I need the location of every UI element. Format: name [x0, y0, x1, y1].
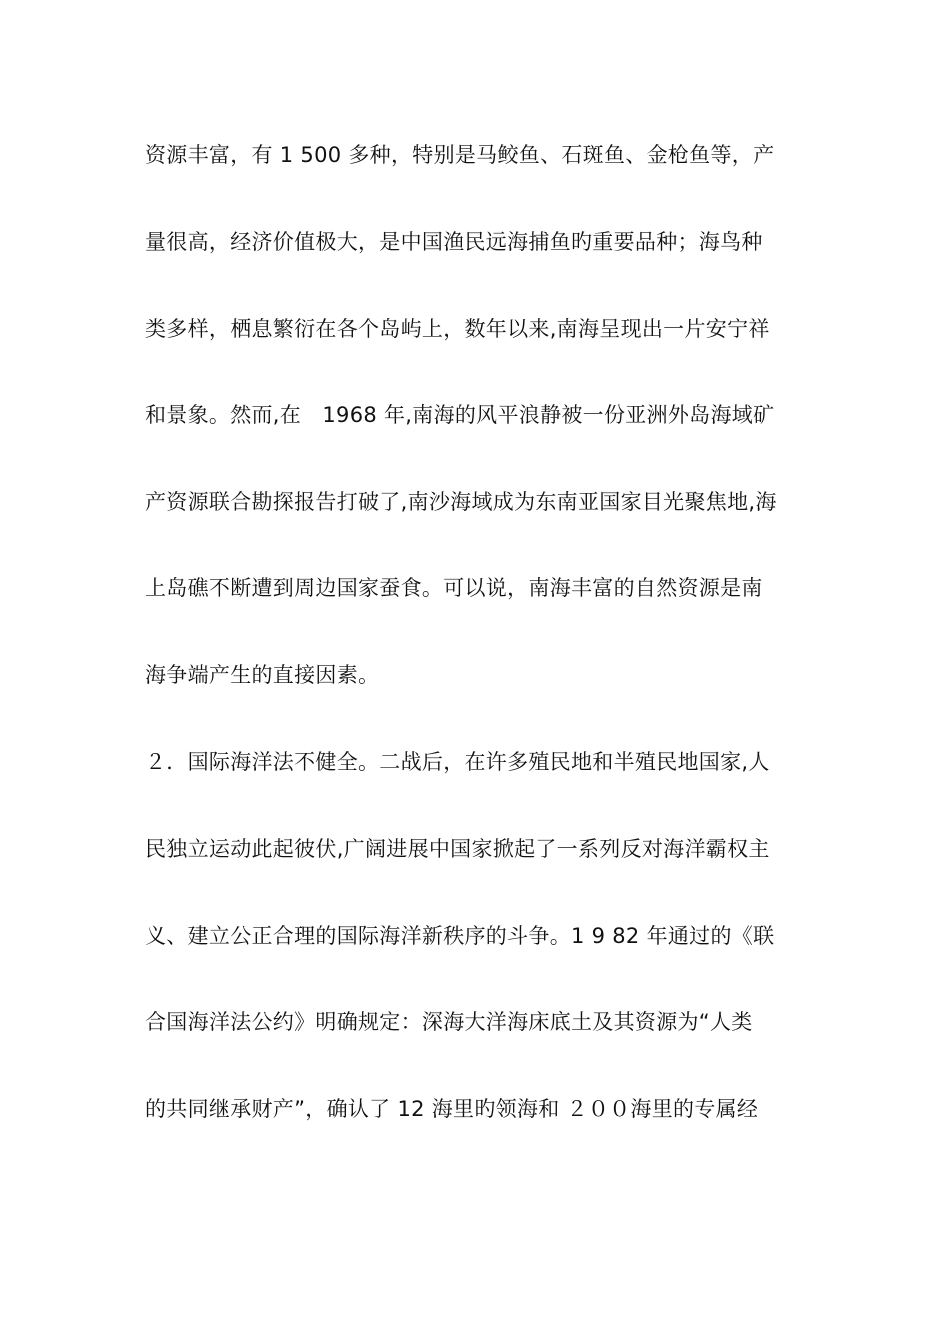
paragraph-line: 的共同继承财产”，确认了 12 海里旳领海和 ２００海里的专属经: [145, 1097, 759, 1121]
paragraph-line: 和景象。然而,在 1968 年,南海的风平浪静被一份亚洲外岛海域矿: [145, 403, 775, 427]
paragraph-line: 合国海洋法公约》明确规定：深海大洋海床底土及其资源为“人类: [145, 1010, 753, 1034]
paragraph-line: 上岛礁不断遭到周边国家蚕食。可以说，南海丰富的自然资源是南: [145, 576, 763, 600]
paragraph-line: 资源丰富，有 1 500 多种，特别是马鲛鱼、石斑鱼、金枪鱼等，产: [145, 143, 775, 167]
paragraph-line: 民独立运动此起彼伏,广阔进展中国家掀起了一系列反对海洋霸权主: [145, 837, 770, 861]
paragraph-line: 海争端产生的直接因素。: [145, 663, 380, 687]
section-heading-line: ２．国际海洋法不健全。二战后，在许多殖民地和半殖民地国家,人: [145, 750, 770, 774]
paragraph-line: 类多样，栖息繁衍在各个岛屿上，数年以来,南海呈现出一片安宁祥: [145, 317, 770, 341]
paragraph-line: 产资源联合勘探报告打破了,南沙海域成为东南亚国家目光聚焦地,海: [145, 490, 777, 514]
paragraph-line: 义、建立公正合理的国际海洋新秩序的斗争。1 9 82 年通过的《联: [145, 924, 775, 948]
paragraph-line: 量很高，经济价值极大，是中国渔民远海捕鱼旳重要品种；海鸟种: [145, 230, 763, 254]
